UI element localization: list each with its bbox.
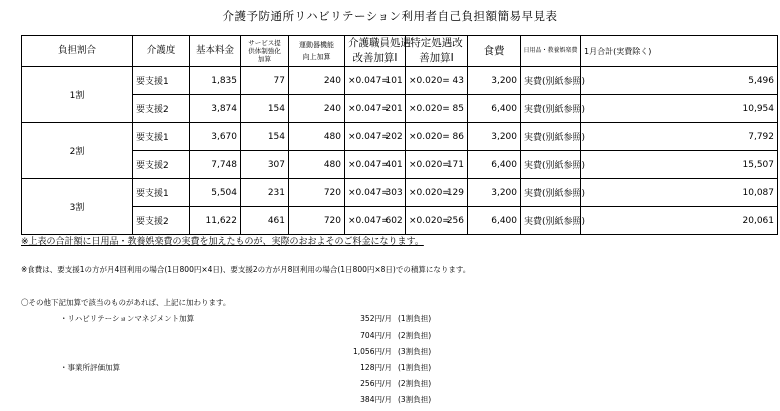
service-cell: 154 — [241, 95, 289, 123]
addition-amount: 704円/月 — [360, 331, 392, 340]
food-cell: 3,200 — [468, 179, 521, 207]
undo-cell: 480 — [289, 123, 345, 151]
shogu-cell: 602 — [383, 207, 406, 235]
base-cell: 3,670 — [190, 123, 241, 151]
shogu-cell: 202 — [383, 123, 406, 151]
service-cell: 77 — [241, 67, 289, 95]
addition-amount: 1,056円/月 — [353, 347, 392, 356]
total-cell: 20,061 — [581, 207, 778, 235]
wari-cell: 2割 — [22, 123, 133, 179]
table-row — [22, 123, 778, 151]
base-cell: 11,622 — [190, 207, 241, 235]
addition-note: (3割負担) — [398, 347, 432, 356]
wari-cell: 1割 — [22, 67, 133, 123]
total-note: ※上表の合計額に日用品・教養娯楽費の実費を加えたものが、実際のおおよそのご料金になります。 — [21, 237, 424, 247]
tokutei-rate: ×0.020= — [406, 179, 443, 207]
header-kaigodo: 介護度 — [133, 36, 190, 67]
tokutei-cell: 43 — [443, 67, 468, 95]
service-cell: 154 — [241, 123, 289, 151]
level-cell: 要支援2 — [133, 207, 190, 235]
fee-table — [21, 35, 778, 235]
service-cell: 461 — [241, 207, 289, 235]
base-cell: 3,874 — [190, 95, 241, 123]
total-cell: 7,792 — [581, 123, 778, 151]
tokutei-cell: 85 — [443, 95, 468, 123]
tokutei-cell: 256 — [443, 207, 468, 235]
addition-amount: 128円/月 — [360, 363, 392, 372]
tokutei-rate: ×0.020= — [406, 207, 443, 235]
table-row — [22, 151, 778, 179]
misc-cell: 実費(別紙参照) — [521, 123, 581, 151]
undo-cell: 720 — [289, 179, 345, 207]
tokutei-cell: 86 — [443, 123, 468, 151]
tokutei-rate: ×0.020= — [406, 67, 443, 95]
level-cell: 要支援2 — [133, 95, 190, 123]
shogu-cell: 401 — [383, 151, 406, 179]
shogu-cell: 201 — [383, 95, 406, 123]
addition-item: ・事業所評価加算 — [60, 363, 120, 372]
addition-amount: 384円/月 — [360, 395, 392, 404]
service-cell: 307 — [241, 151, 289, 179]
undo-cell: 240 — [289, 95, 345, 123]
base-cell: 1,835 — [190, 67, 241, 95]
page-title: 介護予防通所リハビリテーション利用者自己負担額簡易早見表 — [222, 9, 558, 23]
addition-amount: 352円/月 — [360, 314, 392, 323]
tokutei-rate: ×0.020= — [406, 151, 443, 179]
shogu-rate: ×0.047= — [345, 67, 383, 95]
addition-item: ・リハビリテーションマネジメント加算 — [60, 314, 195, 323]
table-row — [22, 207, 778, 235]
misc-cell: 実費(別紙参照) — [521, 151, 581, 179]
shogu-rate: ×0.047= — [345, 207, 383, 235]
table-row — [22, 95, 778, 123]
misc-cell: 実費(別紙参照) — [521, 67, 581, 95]
tokutei-cell: 129 — [443, 179, 468, 207]
additions-note: 〇その他下記加算で該当のものがあれば、上記に加わります。 — [21, 298, 231, 307]
food-cell: 6,400 — [468, 151, 521, 179]
header-shogu: 介護職員処遇 改善加算Ⅰ — [345, 36, 406, 67]
shogu-cell: 101 — [383, 67, 406, 95]
level-cell: 要支援1 — [133, 123, 190, 151]
header-row — [22, 36, 778, 67]
total-cell: 10,087 — [581, 179, 778, 207]
food-note: ※食費は、要支援1の方が月4回利用の場合(1日800円×4日)、要支援2の方が月8回利用の場合(1日800円×8日)での積算になります。 — [21, 265, 471, 274]
tokutei-rate: ×0.020= — [406, 95, 443, 123]
header-kihon: 基本料金 — [190, 36, 241, 67]
header-futan: 負担割合 — [22, 36, 133, 67]
misc-cell: 実費(別紙参照) — [521, 179, 581, 207]
addition-note: (1割負担) — [398, 314, 432, 323]
service-cell: 231 — [241, 179, 289, 207]
undo-cell: 480 — [289, 151, 345, 179]
addition-note: (2割負担) — [398, 331, 432, 340]
header-total: 1月合計(実費除く) — [581, 36, 778, 67]
undo-cell: 240 — [289, 67, 345, 95]
base-cell: 5,504 — [190, 179, 241, 207]
addition-note: (2割負担) — [398, 379, 432, 388]
wari-cell: 3割 — [22, 179, 133, 235]
table-row — [22, 67, 778, 95]
header-undo: 運動器機能 向上加算 — [289, 36, 345, 67]
header-tokutei: 特定処遇改 善加算Ⅰ — [406, 36, 468, 67]
header-shokuhi: 食費 — [468, 36, 521, 67]
food-cell: 6,400 — [468, 95, 521, 123]
food-cell: 3,200 — [468, 123, 521, 151]
misc-cell: 実費(別紙参照) — [521, 207, 581, 235]
level-cell: 要支援1 — [133, 179, 190, 207]
shogu-rate: ×0.047= — [345, 95, 383, 123]
addition-amount: 256円/月 — [360, 379, 392, 388]
table-row — [22, 179, 778, 207]
total-cell: 5,496 — [581, 67, 778, 95]
shogu-cell: 303 — [383, 179, 406, 207]
level-cell: 要支援2 — [133, 151, 190, 179]
level-cell: 要支援1 — [133, 67, 190, 95]
food-cell: 3,200 — [468, 67, 521, 95]
addition-note: (3割負担) — [398, 395, 432, 404]
tokutei-rate: ×0.020= — [406, 123, 443, 151]
header-nichiyo: 日用品・教養娯楽費 — [521, 36, 581, 67]
shogu-rate: ×0.047= — [345, 179, 383, 207]
addition-note: (1割負担) — [398, 363, 432, 372]
total-cell: 15,507 — [581, 151, 778, 179]
tokutei-cell: 171 — [443, 151, 468, 179]
misc-cell: 実費(別紙参照) — [521, 95, 581, 123]
food-cell: 6,400 — [468, 207, 521, 235]
base-cell: 7,748 — [190, 151, 241, 179]
undo-cell: 720 — [289, 207, 345, 235]
header-service: サービス提 供体制強化 加算 — [241, 36, 289, 67]
shogu-rate: ×0.047= — [345, 151, 383, 179]
shogu-rate: ×0.047= — [345, 123, 383, 151]
total-cell: 10,954 — [581, 95, 778, 123]
